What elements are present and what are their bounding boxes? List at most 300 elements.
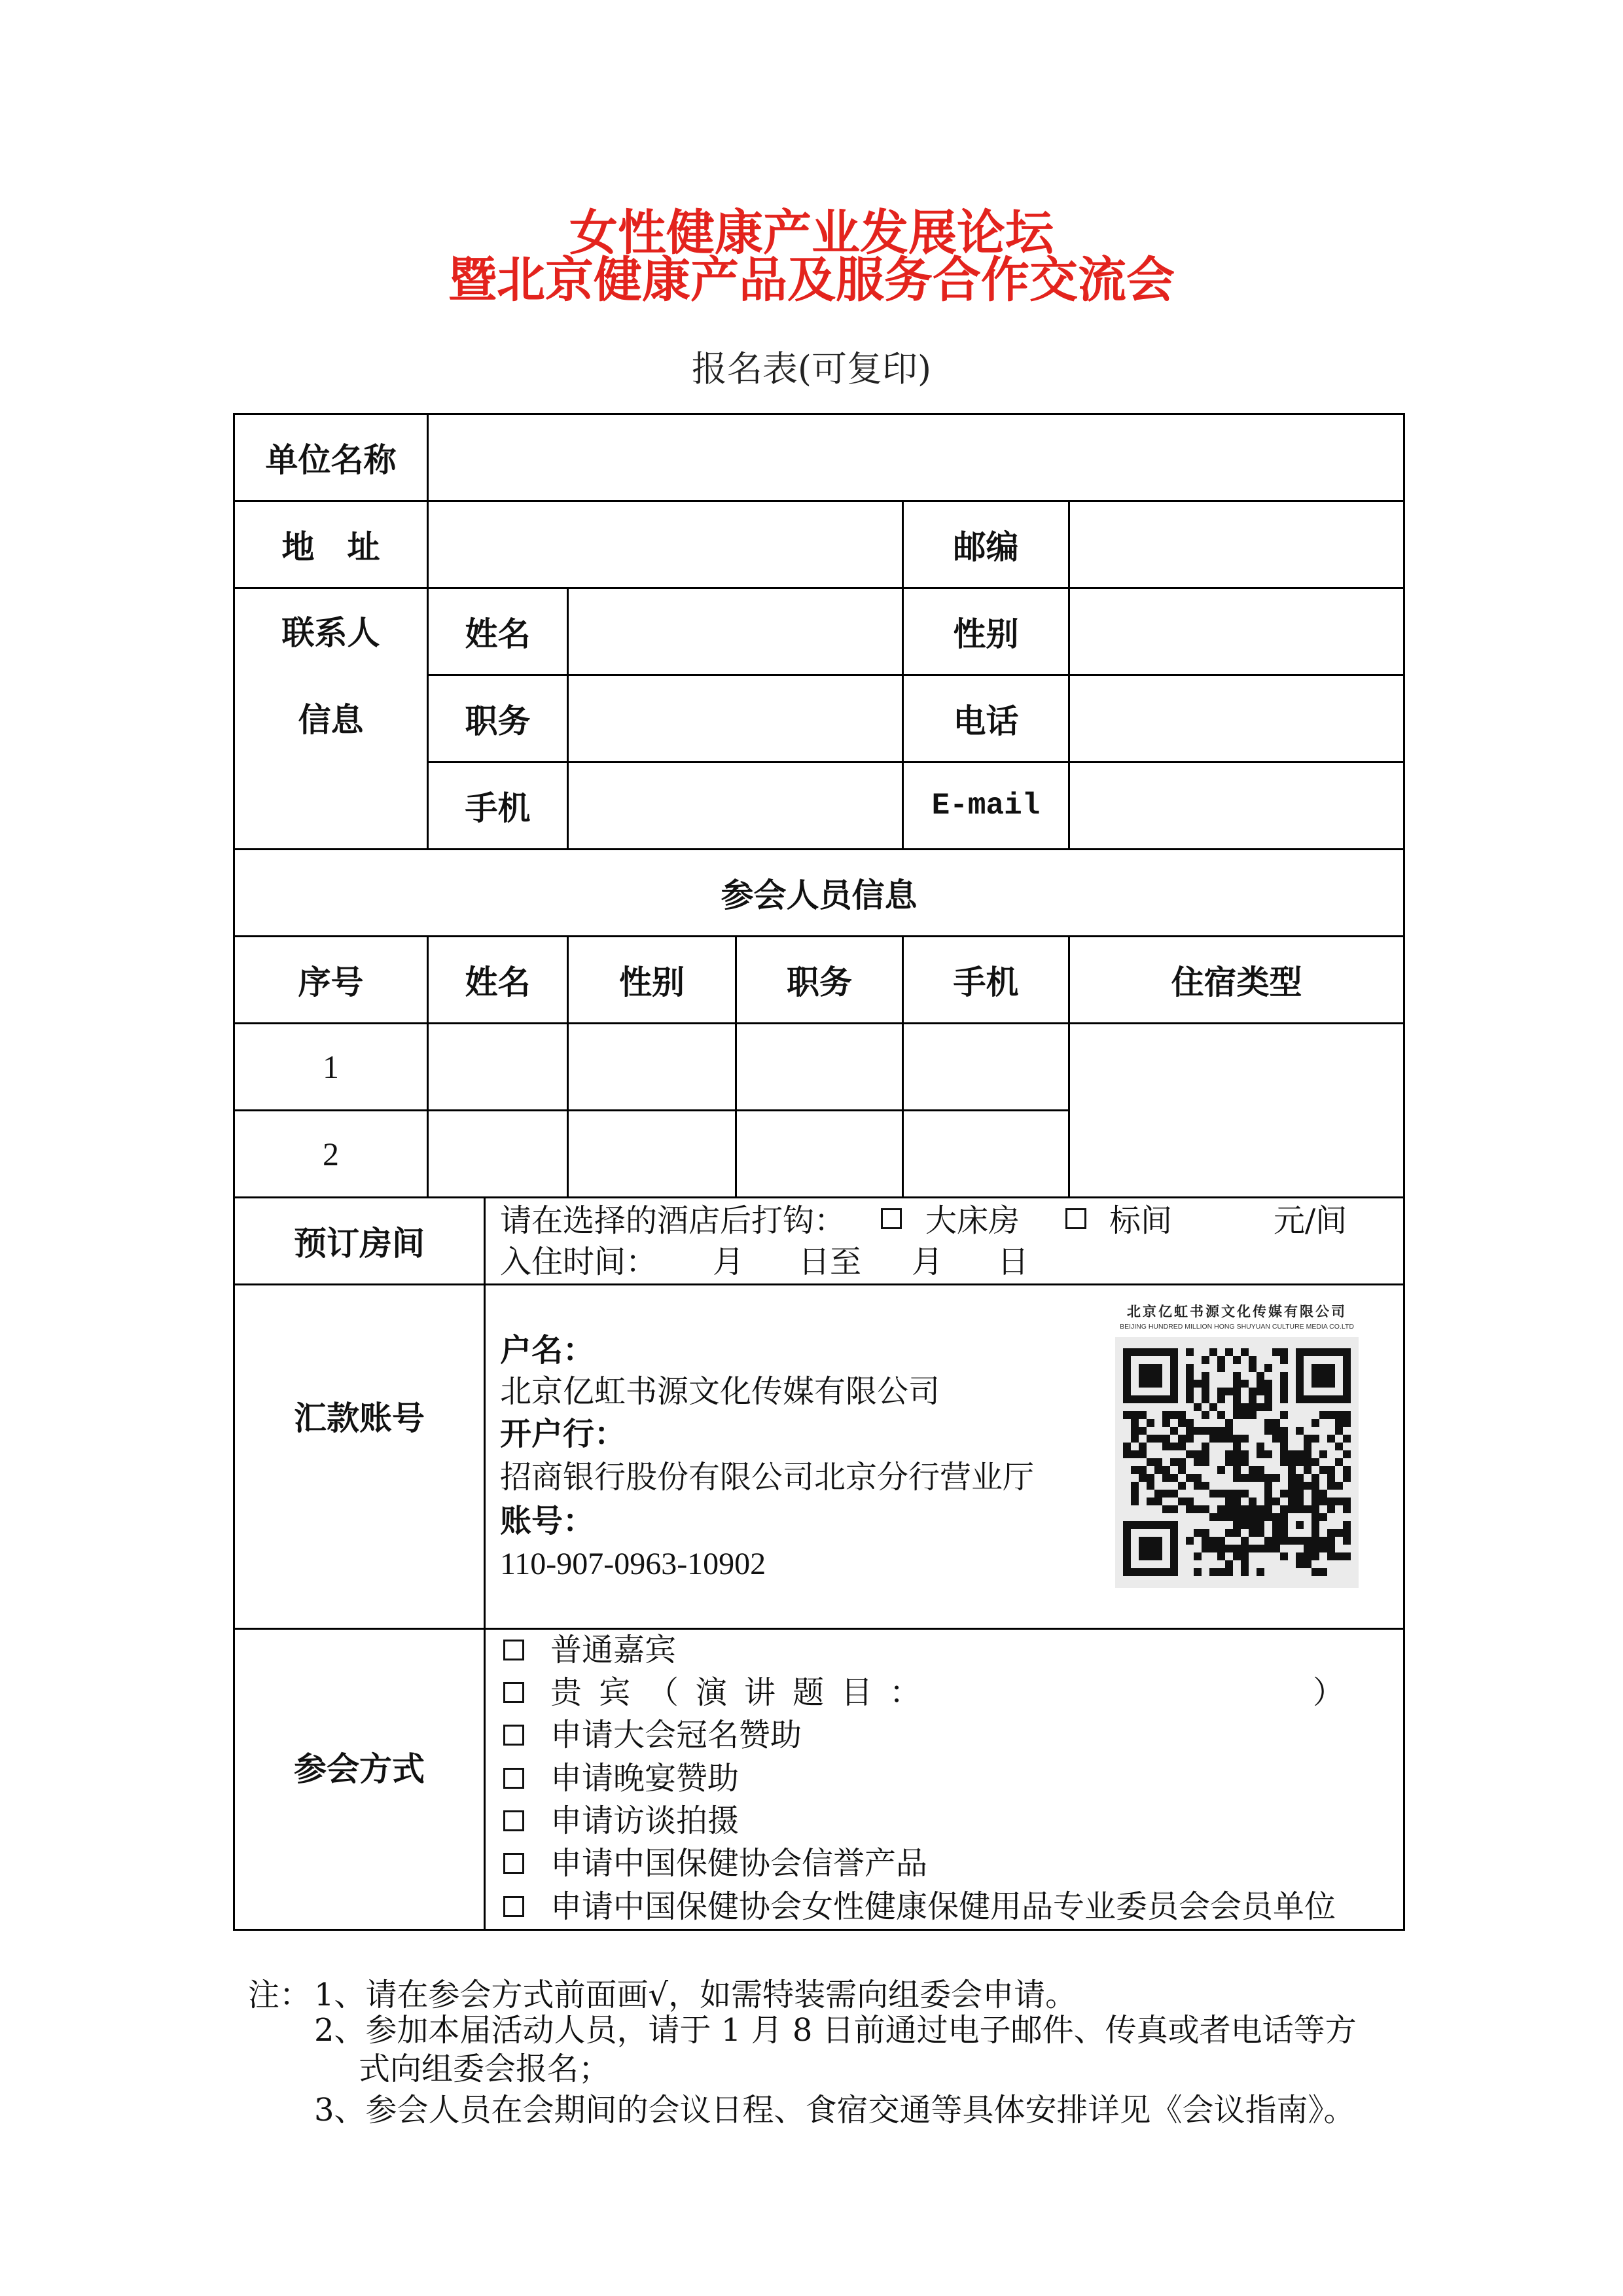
qr-module [1272, 1521, 1288, 1529]
qr-module [1139, 1474, 1154, 1482]
qr-module [1233, 1552, 1249, 1560]
unit-name-input[interactable] [427, 413, 1405, 502]
qr-module [1217, 1388, 1241, 1395]
contact-name-input[interactable] [567, 587, 904, 676]
title-line-2: 暨北京健康产品及服务合作交流会 [448, 252, 1175, 308]
qr-module [1209, 1403, 1217, 1411]
qr-module [1131, 1466, 1147, 1474]
qr-module [1194, 1403, 1202, 1411]
qr-module [1123, 1364, 1131, 1372]
attendee-2-gender-input[interactable] [567, 1109, 737, 1198]
qr-module [1225, 1348, 1233, 1356]
qr-module [1123, 1356, 1131, 1364]
title-line-1: 女性健康产业发展论坛 [569, 205, 1054, 261]
qr-module [1123, 1537, 1131, 1545]
qr-module [1123, 1560, 1131, 1568]
qr-module [1217, 1466, 1225, 1474]
qr-module [1202, 1388, 1209, 1395]
qr-module [1233, 1372, 1241, 1380]
qr-module [1343, 1466, 1351, 1474]
vip-guest-topic-close: ） [1313, 1674, 1345, 1711]
qr-module [1249, 1466, 1264, 1474]
qr-company-caption-english: BEIJING HUNDRED MILLION HONG SHUYUAN CULTURE MEDIA CO.LTD [1120, 1323, 1354, 1331]
qr-module [1217, 1552, 1225, 1560]
qr-module [1272, 1348, 1288, 1356]
contact-mobile-label: 手机 [465, 789, 531, 827]
qr-module [1147, 1498, 1162, 1505]
attendee-2-position-input[interactable] [735, 1109, 904, 1198]
qr-module [1217, 1395, 1225, 1403]
qr-module [1233, 1443, 1241, 1450]
qr-module [1170, 1380, 1178, 1388]
qr-module [1233, 1395, 1241, 1403]
account-number-label: 账号： [500, 1503, 595, 1539]
qr-module [1170, 1552, 1178, 1560]
qr-module [1249, 1364, 1257, 1372]
checkout-month-label: 月 [912, 1244, 944, 1280]
account-name-value: 北京亿虹书源文化传媒有限公司 [500, 1373, 940, 1410]
qr-module [1280, 1490, 1304, 1498]
qr-module [1147, 1435, 1170, 1443]
qr-module [1296, 1395, 1351, 1403]
qr-module [1296, 1380, 1304, 1388]
qr-module [1170, 1537, 1178, 1545]
qr-module [1327, 1552, 1351, 1560]
qr-module [1257, 1450, 1272, 1458]
qr-module [1123, 1552, 1131, 1560]
qr-module [1343, 1505, 1351, 1513]
qr-module [1162, 1443, 1186, 1450]
attendee-1-gender-input[interactable] [567, 1022, 737, 1111]
qr-module [1296, 1348, 1351, 1356]
header-number-cell [233, 935, 429, 1024]
qr-module [1311, 1568, 1327, 1576]
header-mobile: 手机 [953, 963, 1019, 1001]
qr-module [1186, 1474, 1202, 1482]
attendee-2-number-cell [233, 1109, 429, 1198]
qr-module [1241, 1537, 1249, 1545]
qr-module [1241, 1348, 1249, 1356]
qr-module [1343, 1474, 1351, 1482]
qr-module [1264, 1364, 1272, 1372]
qr-module [1202, 1356, 1209, 1364]
qr-module [1186, 1427, 1233, 1435]
qr-module [1264, 1395, 1272, 1403]
attendees-section-title: 参会人员信息 [721, 876, 918, 914]
attendee-1-number: 1 [323, 1049, 339, 1085]
qr-module [1123, 1372, 1131, 1380]
qr-module [1335, 1419, 1351, 1427]
qr-module [1131, 1419, 1139, 1427]
qr-module [1327, 1529, 1351, 1537]
header-gender: 性别 [619, 963, 685, 1001]
qr-module [1123, 1521, 1178, 1529]
qr-module [1162, 1474, 1178, 1482]
contact-email-label: E-mail [931, 789, 1041, 823]
qr-module [1233, 1380, 1249, 1388]
qr-module [1343, 1521, 1351, 1529]
qr-module [1288, 1466, 1296, 1474]
qr-module [1209, 1568, 1233, 1576]
qr-module [1194, 1482, 1209, 1490]
qr-module [1264, 1427, 1288, 1435]
banquet-sponsorship-checkbox[interactable] [503, 1768, 524, 1789]
standard-room-checkbox[interactable] [1065, 1208, 1086, 1229]
qr-module [1272, 1529, 1288, 1537]
contact-phone-label: 电话 [953, 702, 1019, 740]
qr-module [1311, 1521, 1319, 1529]
qr-module [1186, 1537, 1194, 1545]
booking-label-cell [233, 1196, 486, 1285]
qr-module [1147, 1458, 1162, 1466]
qr-module [1343, 1356, 1351, 1364]
qr-module [1264, 1490, 1272, 1498]
qr-module [1296, 1388, 1304, 1395]
qr-module [1131, 1482, 1139, 1490]
qr-module [1186, 1395, 1194, 1403]
qr-module [1233, 1356, 1241, 1364]
header-position: 职务 [787, 963, 852, 1001]
qr-module [1257, 1568, 1264, 1576]
accommodation-type-input[interactable] [1068, 1022, 1405, 1198]
qr-module [1225, 1560, 1233, 1568]
qr-module [1327, 1474, 1335, 1482]
qr-module [1233, 1411, 1257, 1419]
qr-module [1162, 1505, 1178, 1513]
qr-module [1225, 1498, 1241, 1505]
qr-module [1249, 1356, 1257, 1364]
qr-module [1123, 1568, 1178, 1576]
qr-module [1280, 1380, 1288, 1388]
attendee-1-number-cell [233, 1022, 429, 1111]
title-sponsorship-checkbox[interactable] [503, 1725, 524, 1746]
notes-label: 注： [248, 1977, 312, 2013]
address-label-cell [233, 500, 429, 589]
qr-module [1280, 1388, 1288, 1395]
qr-module [1311, 1498, 1351, 1505]
contact-gender-input[interactable] [1068, 587, 1405, 676]
qr-module [1288, 1498, 1304, 1505]
credit-product-label: 申请中国保健协会信誉产品 [550, 1845, 928, 1882]
header-mobile-cell [902, 935, 1070, 1024]
qr-module [1288, 1474, 1304, 1482]
form-subtitle: 报名表(可复印) [691, 348, 932, 389]
qr-module [1186, 1505, 1209, 1513]
regular-guest-checkbox[interactable] [503, 1640, 524, 1660]
qr-module [1343, 1388, 1351, 1395]
qr-module [1170, 1529, 1178, 1537]
qr-module [1249, 1498, 1257, 1505]
qr-module [1233, 1403, 1272, 1411]
member-unit-label: 申请中国保健协会女性健康保健用品专业委员会会员单位 [550, 1888, 1336, 1925]
contact-email-input[interactable] [1068, 761, 1405, 850]
contact-info-label-line1: 联系人 [281, 613, 380, 652]
qr-module [1209, 1513, 1288, 1521]
king-bed-option-label: 大床房 [925, 1202, 1020, 1239]
remittance-content-cell [484, 1283, 1405, 1630]
contact-gender-label-cell [902, 587, 1070, 676]
header-name-cell [427, 935, 569, 1024]
qr-module [1217, 1411, 1225, 1419]
qr-module [1319, 1450, 1327, 1458]
contact-name-label-cell [427, 587, 569, 676]
qr-module [1186, 1380, 1209, 1388]
qr-module [1296, 1552, 1319, 1560]
qr-module [1241, 1560, 1249, 1568]
qr-module [1343, 1372, 1351, 1380]
qr-module [1139, 1372, 1162, 1380]
qr-module [1280, 1443, 1288, 1450]
qr-module [1123, 1395, 1178, 1403]
qr-module [1233, 1474, 1280, 1482]
qr-module [1186, 1388, 1194, 1395]
qr-module [1280, 1411, 1288, 1419]
qr-module [1170, 1560, 1178, 1568]
qr-module [1209, 1490, 1249, 1498]
qr-module [1178, 1435, 1194, 1443]
qr-module [1123, 1450, 1147, 1458]
qr-module [1304, 1435, 1319, 1443]
qr-module [1225, 1458, 1249, 1466]
qr-module [1217, 1364, 1225, 1372]
title-sponsorship-label: 申请大会冠名赞助 [550, 1717, 802, 1753]
attendee-2-mobile-input[interactable] [902, 1109, 1070, 1198]
header-accommodation: 住宿类型 [1171, 963, 1302, 1001]
qr-module [1280, 1450, 1311, 1458]
qr-module [1272, 1435, 1288, 1443]
qr-module [1202, 1443, 1209, 1450]
qr-module [1233, 1521, 1264, 1529]
qr-module [1162, 1419, 1170, 1427]
qr-module [1311, 1529, 1319, 1537]
qr-module [1209, 1348, 1217, 1356]
participation-label-cell [233, 1628, 486, 1931]
qr-module [1343, 1435, 1351, 1443]
price-unit-label: 元/间 [1274, 1202, 1347, 1239]
qr-module [1257, 1372, 1264, 1380]
checkin-month-label: 月 [713, 1244, 745, 1280]
qr-module [1311, 1419, 1319, 1427]
qr-module [1304, 1545, 1335, 1552]
qr-module [1296, 1427, 1304, 1435]
vip-guest-label: 贵宾（演讲题目： [550, 1674, 938, 1711]
attendees-section-title-cell [233, 848, 1405, 937]
qr-module [1311, 1380, 1335, 1388]
qr-module [1186, 1372, 1194, 1380]
qr-module [1139, 1380, 1162, 1388]
note-1: 1、请在参会方式前面画√，如需特装需向组委会申请。 [314, 1977, 1077, 2013]
qr-module [1335, 1427, 1343, 1435]
king-bed-checkbox[interactable] [881, 1208, 902, 1229]
qr-module [1311, 1364, 1335, 1372]
qr-code [1115, 1337, 1359, 1588]
qr-module [1296, 1356, 1304, 1364]
contact-mobile-input[interactable] [567, 761, 904, 850]
credit-product-checkbox[interactable] [503, 1853, 524, 1874]
qr-module [1209, 1435, 1249, 1443]
qr-module [1343, 1364, 1351, 1372]
contact-position-input[interactable] [567, 674, 904, 763]
account-number-value: 110-907-0963-10902 [500, 1547, 766, 1581]
qr-module [1233, 1466, 1241, 1474]
qr-module [1170, 1356, 1178, 1364]
qr-module [1225, 1419, 1233, 1427]
qr-module [1257, 1443, 1264, 1450]
checkin-day-to-label: 日至 [798, 1244, 862, 1280]
qr-module [1202, 1395, 1209, 1403]
postcode-label-cell [902, 500, 1070, 589]
qr-module [1139, 1443, 1147, 1450]
qr-module [1202, 1411, 1209, 1419]
postcode-label: 邮编 [953, 528, 1019, 566]
qr-module [1170, 1364, 1178, 1372]
qr-module [1123, 1545, 1131, 1552]
qr-module [1194, 1568, 1202, 1576]
booking-label: 预订房间 [294, 1224, 425, 1263]
note-3: 3、参会人员在会期间的会议日程、食宿交通等具体安排详见《会议指南》。 [314, 2092, 1355, 2128]
qr-module [1186, 1364, 1194, 1372]
qr-module [1264, 1482, 1272, 1490]
qr-module [1147, 1482, 1154, 1490]
qr-module [1194, 1552, 1202, 1560]
qr-module [1311, 1490, 1327, 1498]
regular-guest-label: 普通嘉宾 [550, 1632, 677, 1668]
unit-name-label: 单位名称 [265, 440, 397, 479]
note-2-line-1: 2、参加本届活动人员，请于 1 月 8 日前通过电子邮件、传真或者电话等方 [314, 2012, 1357, 2049]
contact-email-label-cell [902, 761, 1070, 850]
interview-filming-checkbox[interactable] [503, 1810, 524, 1831]
qr-module [1335, 1458, 1343, 1466]
qr-module [1123, 1443, 1131, 1450]
qr-module [1178, 1466, 1186, 1474]
qr-module [1123, 1348, 1178, 1356]
qr-module [1296, 1521, 1304, 1529]
qr-module [1194, 1529, 1209, 1537]
attendee-1-mobile-input[interactable] [902, 1022, 1070, 1111]
qr-module [1131, 1427, 1147, 1435]
qr-module [1178, 1498, 1194, 1505]
qr-module [1304, 1466, 1311, 1474]
qr-module [1264, 1537, 1335, 1545]
qr-module [1335, 1443, 1343, 1450]
qr-module [1217, 1356, 1225, 1364]
qr-module [1249, 1388, 1272, 1395]
qr-module [1319, 1411, 1351, 1419]
qr-module [1123, 1388, 1131, 1395]
unit-name-label-cell [233, 413, 429, 502]
remittance-label-cell [233, 1283, 486, 1630]
header-name: 姓名 [465, 963, 531, 1001]
qr-module [1311, 1474, 1319, 1482]
qr-module [1202, 1545, 1280, 1552]
member-unit-checkbox[interactable] [503, 1896, 524, 1917]
qr-module [1280, 1552, 1288, 1560]
qr-module [1139, 1552, 1162, 1560]
qr-module [1343, 1380, 1351, 1388]
qr-module [1264, 1419, 1280, 1427]
attendee-2-name-input[interactable] [427, 1109, 569, 1198]
qr-module [1343, 1537, 1351, 1545]
qr-module [1147, 1419, 1154, 1427]
vip-guest-checkbox[interactable] [503, 1682, 524, 1703]
qr-module [1249, 1529, 1264, 1537]
qr-module [1280, 1458, 1319, 1466]
qr-module [1241, 1568, 1249, 1576]
qr-module [1288, 1482, 1319, 1490]
qr-module [1327, 1505, 1335, 1513]
qr-module [1170, 1372, 1178, 1380]
qr-module [1319, 1466, 1335, 1474]
remittance-label: 汇款账号 [294, 1398, 425, 1437]
qr-module [1343, 1450, 1351, 1458]
header-accommodation-cell [1068, 935, 1405, 1024]
qr-module [1296, 1560, 1311, 1568]
qr-module [1202, 1537, 1225, 1545]
contact-info-label-line2: 信息 [298, 700, 364, 739]
standard-room-option-label: 标间 [1109, 1202, 1173, 1239]
qr-module [1178, 1482, 1186, 1490]
qr-module [1225, 1529, 1241, 1537]
postcode-input[interactable] [1068, 500, 1405, 589]
qr-module [1131, 1490, 1139, 1498]
qr-module [1311, 1372, 1335, 1380]
qr-code-image [1123, 1348, 1351, 1576]
qr-module [1178, 1419, 1194, 1427]
address-label: 地 址 [281, 528, 380, 566]
contact-info-label-cell [233, 587, 429, 850]
qr-module [1194, 1458, 1209, 1466]
qr-module [1170, 1545, 1178, 1552]
qr-module [1123, 1529, 1131, 1537]
contact-gender-label: 性别 [953, 615, 1019, 653]
checkin-label: 入住时间： [500, 1244, 658, 1280]
qr-module [1123, 1411, 1147, 1419]
qr-module [1311, 1513, 1327, 1521]
address-input[interactable] [427, 500, 904, 589]
qr-module [1296, 1372, 1304, 1380]
qr-module [1170, 1458, 1186, 1466]
bank-value: 招商银行股份有限公司北京分行营业厅 [500, 1459, 1035, 1496]
booking-content-cell [484, 1196, 1405, 1285]
contact-phone-input[interactable] [1068, 674, 1405, 763]
attendee-1-name-input[interactable] [427, 1022, 569, 1111]
contact-position-label: 职务 [465, 702, 531, 740]
qr-module [1131, 1435, 1139, 1443]
qr-module [1327, 1435, 1335, 1443]
participation-content-cell [484, 1628, 1405, 1931]
qr-module [1257, 1380, 1272, 1388]
attendee-1-position-input[interactable] [735, 1022, 904, 1111]
qr-module [1202, 1372, 1209, 1380]
qr-module [1186, 1450, 1209, 1458]
qr-module [1304, 1443, 1311, 1450]
header-position-cell [735, 935, 904, 1024]
qr-module [1123, 1380, 1131, 1388]
qr-company-caption: 北京亿虹书源文化传媒有限公司 [1127, 1303, 1347, 1319]
qr-module [1327, 1482, 1343, 1490]
participation-label: 参会方式 [294, 1749, 425, 1788]
qr-module [1280, 1505, 1319, 1513]
qr-module [1217, 1505, 1272, 1513]
banquet-sponsorship-label: 申请晚宴赞助 [550, 1760, 740, 1797]
bank-label: 开户行： [500, 1416, 626, 1452]
registration-table [233, 413, 1405, 1931]
qr-module [1162, 1411, 1186, 1419]
contact-name-label: 姓名 [465, 615, 531, 653]
qr-module [1264, 1498, 1280, 1505]
qr-module [1131, 1498, 1139, 1505]
attendee-2-number: 2 [323, 1136, 339, 1172]
